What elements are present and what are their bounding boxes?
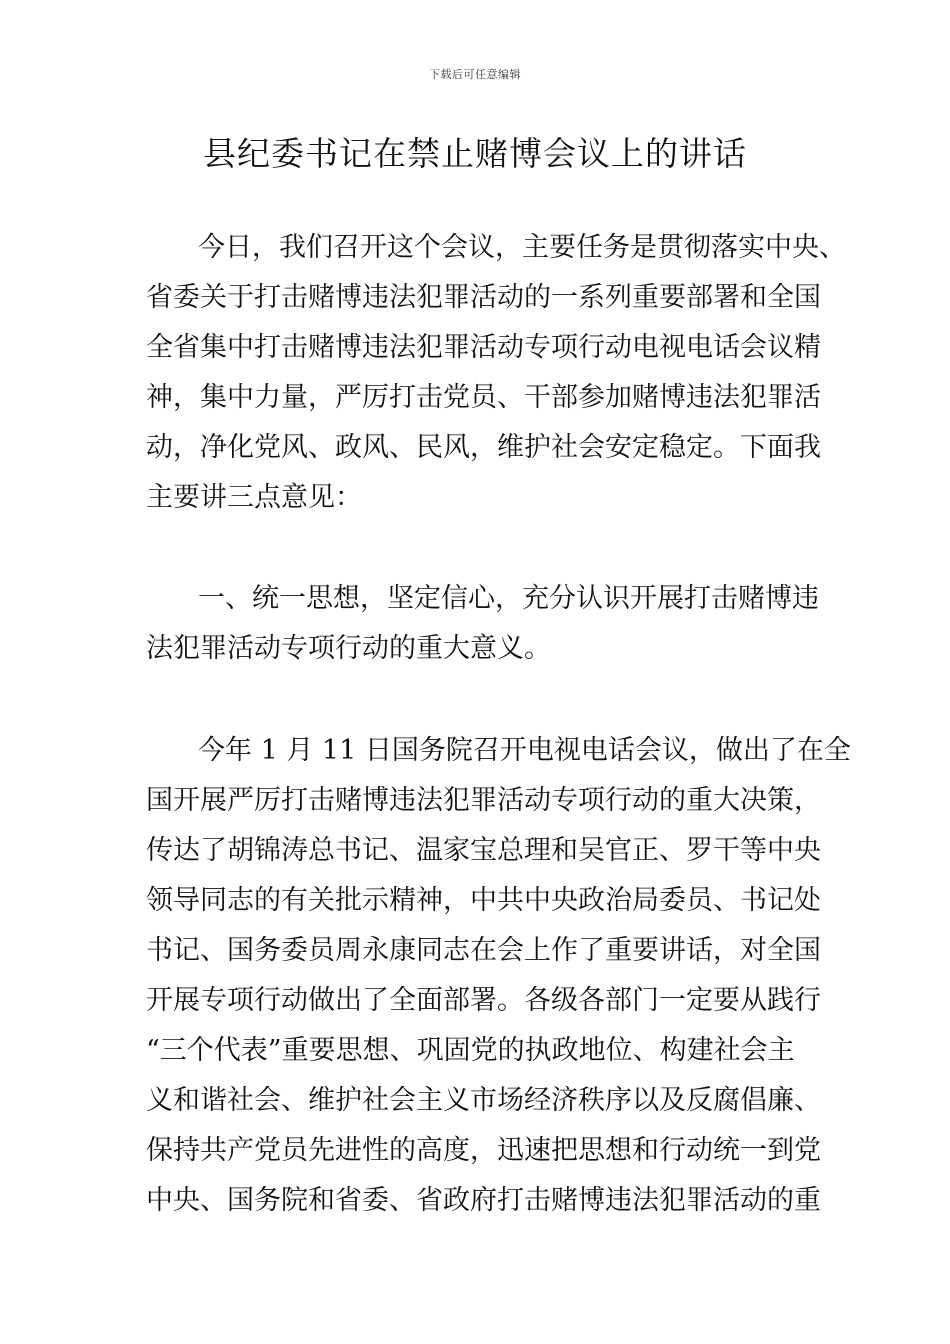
- paragraph-3-line-1: 今年 1 月 11 日国务院召开电视电话会议，做出了在全: [198, 735, 851, 766]
- paragraph-3-line-4: 领导同志的有关批示精神，中共中央政治局委员、书记处: [146, 885, 821, 916]
- document-title: 县纪委书记在禁止赌博会议上的讲话: [203, 134, 747, 173]
- section-heading-line-2: 法犯罪活动专项行动的重大意义。: [146, 633, 551, 664]
- paragraph-1-line-3: 全省集中打击赌博违法犯罪活动专项行动电视电话会议精: [146, 332, 821, 363]
- paragraph-3-line-3: 传达了胡锦涛总书记、温家宝总理和吴官正、罗干等中央: [146, 835, 821, 866]
- paragraph-1-line-5: 动，净化党风、政风、民风，维护社会安定稳定。下面我: [146, 432, 821, 463]
- header-note: 下载后可任意编辑: [429, 68, 521, 81]
- paragraph-1-line-4: 神，集中力量，严厉打击党员、干部参加赌博违法犯罪活: [146, 382, 821, 413]
- paragraph-3-line-9: 保持共产党员先进性的高度，迅速把思想和行动统一到党: [146, 1135, 821, 1166]
- section-heading-line-1: 一、统一思想，坚定信心，充分认识开展打击赌博违: [198, 583, 819, 614]
- paragraph-3-line-7: “三个代表”重要思想、巩固党的执政地位、构建社会主: [146, 1035, 795, 1066]
- paragraph-3-line-2: 国开展严厉打击赌博违法犯罪活动专项行动的重大决策，: [146, 785, 821, 816]
- paragraph-3-line-5: 书记、国务委员周永康同志在会上作了重要讲话，对全国: [146, 935, 821, 966]
- paragraph-3-line-8: 义和谐社会、维护社会主义市场经济秩序以及反腐倡廉、: [146, 1085, 821, 1116]
- paragraph-3-line-10: 中央、国务院和省委、省政府打击赌博违法犯罪活动的重: [146, 1185, 821, 1216]
- paragraph-1-line-2: 省委关于打击赌博违法犯罪活动的一系列重要部署和全国: [146, 282, 821, 313]
- paragraph-1-line-6: 主要讲三点意见：: [146, 482, 362, 513]
- paragraph-3-line-6: 开展专项行动做出了全面部署。各级各部门一定要从践行: [146, 985, 821, 1016]
- paragraph-1-line-1: 今日，我们召开这个会议，主要任务是贯彻落实中央、: [198, 232, 846, 263]
